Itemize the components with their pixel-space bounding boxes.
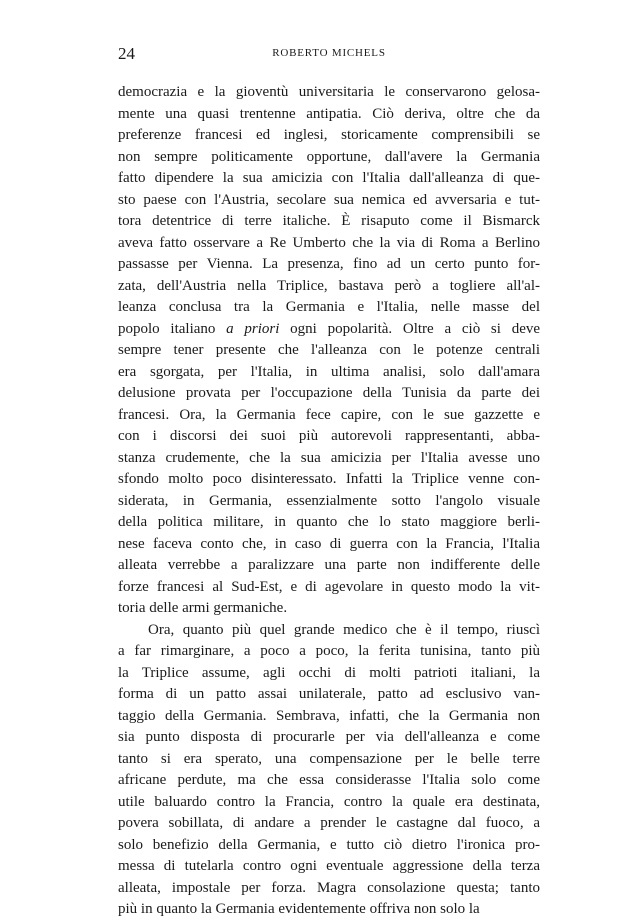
text-line: popolo italiano a priori ogni popolarità. Oltre a ciò si deve [118, 320, 541, 337]
text-line: delusione provata per l'occupazione della Tunisia da parte dei [118, 385, 540, 401]
paragraph [118, 82, 540, 620]
text-line: povera sobillata, di andare a prender le castagne dal fuoco, a [118, 815, 540, 831]
text-line: con i discorsi dei suoi più autorevoli rappresentanti, abba- [118, 428, 540, 444]
text-line: alleata verrebbe a paralizzare una parte non indifferente delle [118, 557, 540, 573]
text-line: sia punto disposta di procurarle per via dell'alleanza e come [118, 729, 540, 745]
text-line: la Triplice assume, agli occhi di molti patrioti italiani, la [118, 664, 540, 681]
text-line: sfondo molto poco disinteressato. Infatti la Triplice venne con- [118, 471, 540, 487]
text-line: solo benefizio della Germania, e tutto ciò dietro l'ironica pro- [118, 836, 540, 853]
text-line: della politica militare, in quanto che lo stato maggiore berli- [118, 514, 540, 530]
text-line: tora detentrice di terre italiche. È risaputo come il Bismarck [118, 213, 540, 229]
text-line: era sgorgata, per l'Italia, in ultima analisi, solo dall'amara [118, 363, 540, 380]
text-line: fatto dipendere la sua amicizia con l'Italia dall'alleanza di que- [118, 170, 540, 186]
text-line: leanza conclusa tra la Germania e l'Italia, nelle masse del [118, 299, 540, 315]
text-line: a far rimarginare, a poco a poco, la ferita tunisina, tanto più [118, 643, 540, 659]
running-head: ROBERTO MICHELS [272, 47, 386, 59]
text-line: zata, dell'Austria nella Triplice, bastava però a togliere all'al- [118, 277, 540, 294]
text-line: toria delle armi germaniche. [118, 600, 288, 616]
text-line: forma di un patto assai unilaterale, patto ad esclusivo van- [118, 686, 540, 702]
text-line: passasse per Vienna. La presenza, fino ad un certo punto for- [118, 256, 540, 272]
text-line: aveva fatto osservare a Re Umberto che la via di Roma a Berlino [118, 234, 540, 251]
text-line: francesi. Ora, la Germania fece capire, con le sue gazzette e [118, 406, 540, 423]
text-line: non sempre politicamente opportune, dall'avere la Germania [118, 148, 540, 165]
text-line: Ora, quanto più quel grande medico che è il tempo, riuscì [148, 621, 540, 638]
text-line: stanza crudemente, che la sua amicizia per l'Italia avesse uno [118, 449, 540, 466]
text-line: più in quanto la Germania evidentemente offriva non solo la [118, 901, 480, 917]
text-line: siderata, in Germania, essenzialmente sotto l'angolo visuale [118, 492, 540, 509]
text-line: alleata, impostale per forza. Magra consolazione questa; tanto [118, 879, 540, 896]
text-line: taggio della Germania. Sembrava, infatti, che la Germania non [118, 707, 540, 724]
paragraph [118, 620, 540, 921]
page-header [118, 44, 540, 64]
text-line: messa di tutelarla contro ogni eventuale aggressione della terza [118, 858, 540, 874]
text-line: forze francesi al Sud-Est, e di agevolare in questo modo la vit- [118, 578, 540, 595]
text-line: tanto si era sperato, una compensazione per le belle terre [118, 750, 540, 767]
text-line: africane perdute, ma che essa considerasse l'Italia solo come [118, 772, 540, 788]
text-line: democrazia e la gioventù universitaria le conservarono gelosa- [118, 84, 540, 100]
text-line: sempre tener presente che l'alleanza con le potenze centrali [118, 342, 540, 358]
text-line: mente una quasi trentenne antipatia. Ciò deriva, oltre che da [118, 105, 540, 122]
page-number: 24 [118, 44, 135, 63]
text-line: sto paese con l'Austria, secolare sua nemica ed avversaria e tut- [118, 191, 540, 208]
text-line: preferenze francesi ed inglesi, storicamente comprensibili se [118, 127, 540, 143]
body-text [118, 82, 540, 921]
text-line: utile baluardo contro la Francia, contro la quale era destinata, [118, 793, 540, 810]
text-line: nese faceva conto che, in caso di guerra con la Francia, l'Italia [118, 535, 540, 552]
